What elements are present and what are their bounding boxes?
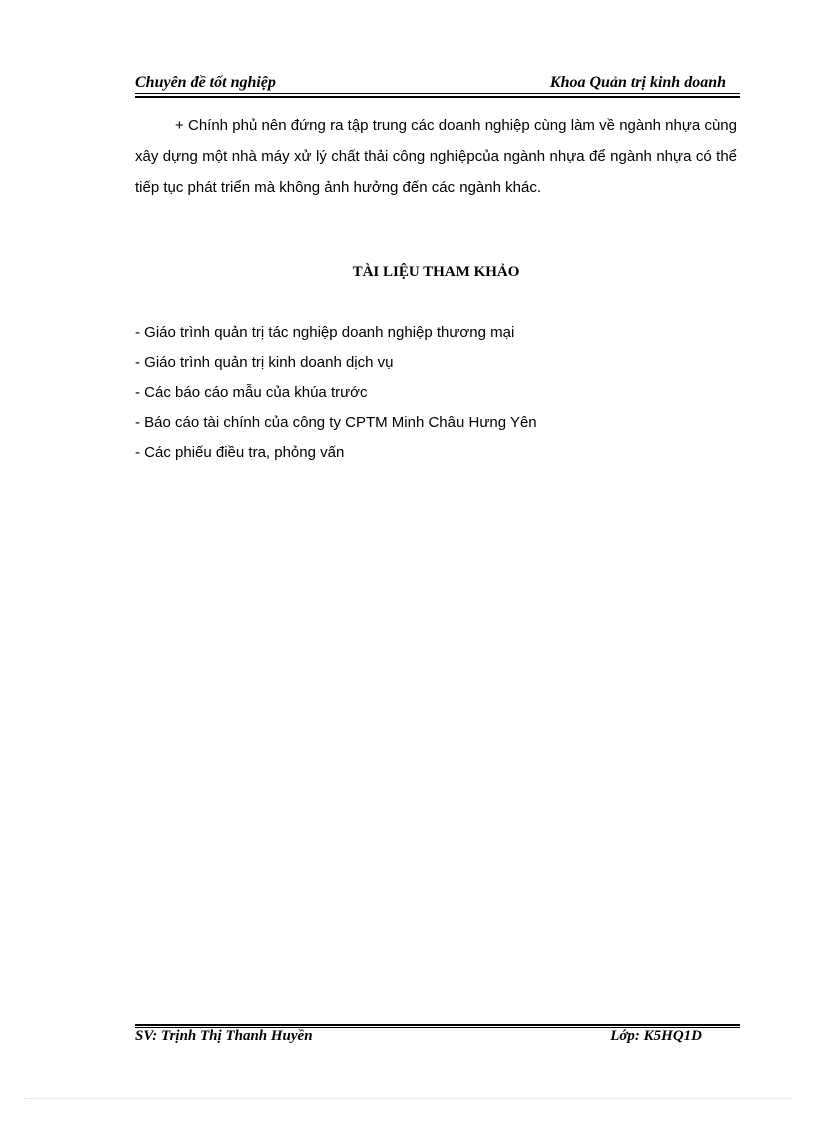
reference-item: - Giáo trình quản trị kinh doanh dịch vụ — [135, 354, 394, 371]
page-header — [135, 72, 740, 92]
page-edge-divider — [24, 1098, 792, 1099]
footer-rule-thick — [135, 1024, 740, 1026]
references-list — [135, 318, 537, 468]
page-footer — [135, 1028, 740, 1048]
header-faculty: Khoa Quản trị kinh doanh — [549, 74, 726, 91]
reference-item: - Các phiếu điều tra, phỏng vấn — [135, 444, 345, 461]
header-document-type: Chuyên đề tốt nghiệp — [135, 74, 276, 91]
header-rule-thick — [135, 96, 740, 98]
reference-item: - Giáo trình quản trị tác nghiệp doanh nghiệp thương mại — [135, 324, 515, 341]
reference-item: - Các báo cáo mẫu của khúa trước — [135, 384, 368, 401]
reference-item: - Báo cáo tài chính của công ty CPTM Minh Châu Hưng Yên — [135, 414, 537, 431]
footer-student: SV: Trịnh Thị Thanh Huyền — [135, 1028, 313, 1044]
footer-class: Lớp: K5HQ1D — [610, 1028, 702, 1044]
references-title: TÀI LIỆU THAM KHẢO — [352, 264, 520, 280]
header-rule-thin — [135, 93, 740, 94]
body-paragraph: + Chính phủ nên đứng ra tập trung các doanh nghiệp cùng làm về ngành nhựa cùng xây dựng một nhà máy xử lý chất thải công nghiệpcủa ngành nhựa để ngành nhựa có thể tiếp tục phát triển mà không ảnh hưởng đến các ngành khác. — [135, 117, 737, 196]
